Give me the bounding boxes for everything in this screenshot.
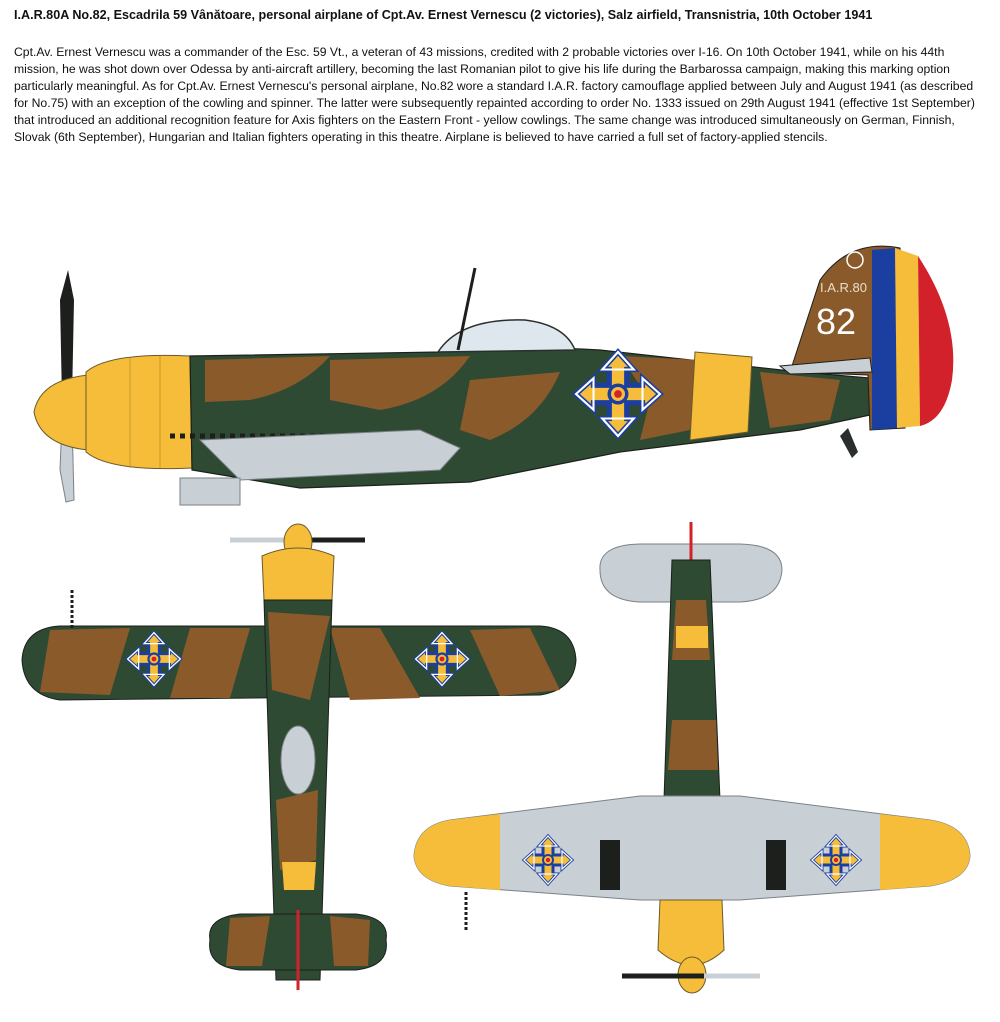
profile-description: Cpt.Av. Ernest Vernescu was a commander of the Esc. 59 Vt., a veteran of 43 missions, credited with 2 probable victories over I-16. On 10th October 1941, while on his 44th mission, he was shot down over Odessa by anti-aircraft artillery, becoming the last Romanian pilot to give his life during the Barbarossa campaign, making this marking option particularly meaningful. As for Cpt.Av. Ernest Vernescu's personal airplane, No.82 wore a standard I.A.R. factory camouflage applied between July and August 1941 (as described for No.75) with an exception of the cowling and spinner. The latter were subsequently repainted according to order No. 1333 issued on 29th August 1941 (effective 1st September) that introduced an additional recognition feature for Axis fighters on the Eastern Front - yellow cowlings. The same change was introduced simultaneously on German, Finnish, Slovak (6th September), Hungarian and Italian fighters operating in this theatre. Airplane is believed to have carried a full set of factory-applied stencils. bbox=[14, 45, 975, 144]
bottom-cowling bbox=[658, 900, 724, 965]
spinner bbox=[34, 375, 88, 450]
cowling bbox=[86, 355, 192, 468]
fuselage-yellow-band bbox=[690, 352, 752, 440]
tail-wheel bbox=[840, 428, 858, 458]
bottom-view-profile bbox=[414, 522, 970, 993]
rudder-tricolour bbox=[918, 256, 953, 426]
top-view-profile bbox=[22, 524, 576, 990]
tail-code: I.A.R.80 bbox=[820, 280, 867, 295]
fuselage-number: 82 bbox=[816, 301, 857, 342]
side-view-profile bbox=[34, 246, 953, 505]
profile-title: I.A.R.80A No.82, Escadrila 59 Vânătoare, personal airplane of Cpt.Av. Ernest Vernescu (2 victories), Salz airfield, Transnistria, 10th October 1941 bbox=[14, 8, 873, 22]
top-canopy bbox=[281, 726, 315, 794]
top-cowling bbox=[262, 548, 334, 600]
